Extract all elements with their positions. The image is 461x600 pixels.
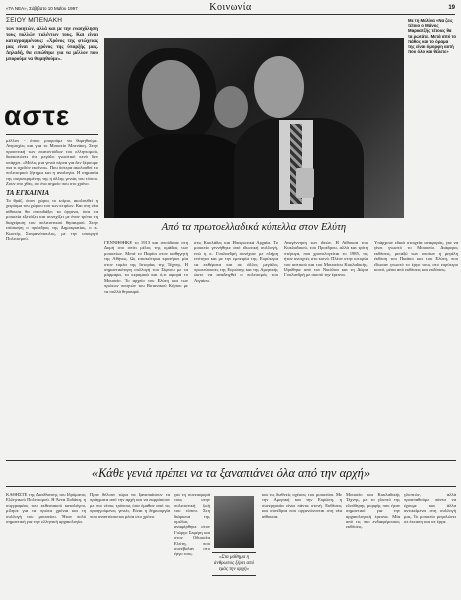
bottom-article-columns: [6, 492, 456, 598]
page-number: 19: [448, 5, 455, 11]
photo-figure-woman-face: [142, 60, 200, 130]
article-paragraph: μέλλον - όπου μπορούμε να θυμηθούμε. Ανησυχίες και για το Μουσείο Μπενάκη. Στην προοπτική των εκατοντάδων του ελληνισμού, διαπιστώνει ότι μεγάλο γνωστικό κενό δεν υπάρχει. «Μόλις μια γενιά πέρνα για δεν ξέρουμε πια τι σχεδόν εκείνοι». Που ύστερα ακολουθεί το πολιτισμικό ζήτημα και η αναλογία. Η σημασία της συγκεκριμένης της η άλλης γενιάς του τόπου. Ζουν στο χθες, σε ένα σημείο που στο χρόνο.: [6, 138, 98, 187]
page-header: [6, 3, 455, 15]
article-column: ΓΕΝΝΗΘΗΚΕ το 1913 και σπούδασε στη Δομή στο σπίτι μέλος της ομάδας των μουσείων. Μετά το Παρίσι στον καθηγητή της Αθήνας. Ως επισκέπτρια κρατήσει μία στον τομέα της Ιστορίας της Τέχνης. Η σημαντικότερη συλλογή του Σίφνου με τα μάρμαρα, τα κεραμικά και ό,τι αφορά το Μουσείο. Το αρχείο του Ελύτη και των πρώτων ποιητών του Βοτανικού Κήπου με τα πολλά θησαυρά.: [104, 240, 188, 294]
previous-article-top: [6, 18, 98, 63]
headline-fragment: αστε: [4, 100, 71, 131]
pull-quote-headline: «Κάθε γενιά πρέπει να τα ξαναπιάνει όλα από την αρχή»: [91, 466, 371, 480]
photo-caption: Από τα πρωτοελλαδικά κύπελλα στον Ελύτη: [161, 222, 347, 233]
article-lead: των ποιητών, αλλά και με την ενασχόληση τους πολλών ταλέντων τους. Και είναι καταγραμμένους: «Χρόνος της φτώχειας μας είναι ο χρόνος της ύπαρξής μας. Δηλαδή, θα ειπώθηκε για να μέλλον που μπορούμε να θυμηθούμε».: [6, 27, 98, 63]
photo-figure-man-face: [254, 56, 304, 118]
divider: [6, 134, 98, 135]
article-subheading: ΤΑ ΕΓΚΑΙΝΙΑ: [6, 188, 50, 197]
divider: [6, 460, 456, 461]
article-column: Αναγέννηση των ιδεών. Η Αίθουσα του Κυκλαδικού, του Προέδρου, αλλά και τρίτη πτέρυγα, που χρονολογείται το 1985, τις ήταν ανοιχτές στο κοινό. Πλέον στην ιστορία του αστικού και του Μουσείου Κυκλαδικής. Ιδρύθηκε από τον Νικόλαο και τη Δώρα Γουλανδρή με σκοπό την έρευνα.: [284, 240, 368, 278]
inset-pull-quote: «Στα μάθημα η άνθρωπος ξέρει από εμάς την αρχή»: [212, 552, 256, 576]
main-article-columns: [104, 240, 456, 440]
article-column: Υπάρχουν εδικά στοιχεία αναφοράς, για να γίνει γνωστό το Μουσείο. Διάφορες εκθέσεις, μεταξύ των οποίων η μεγάλη έκθεση του Πικάσο και του Ελύτη, που έδωσαν γνωστό το έργο τους στο ευρύτερο κοινό, μέσα από εκθέσεις και εκδόσεις.: [374, 240, 458, 273]
divider: [6, 486, 456, 487]
article-column: Πριν θέλουν τώρα να ξαναπιάσουν τα πράγματα από την αρχή και να εκφράσουν με πιο νέους τρόπους όσα έμαθαν από τις προηγούμενες γενιές. Είναι η δημιουργία που αναπτύσσεται μέσα στο χρόνο.: [90, 492, 170, 519]
main-photo: [104, 38, 404, 218]
previous-article-body: [6, 138, 98, 241]
article-column: Μουσείο και Κυκλαδικής Τέχνης, με το γλυπτό της ελεύθερης μορφής που ήταν σημαντικό για την αρχαιολογική έρευνα. Μία από τις πιο ενδιαφέρουσες εκθέσεις.: [346, 492, 400, 530]
photo-glass: [296, 168, 314, 198]
article-column: γλυπτών, αλλά προσπαθούμε πάντα να έχουμε και άλλα αντικείμενα στη συλλογή μας. Το μουσείο μεγαλώνει σε έκταση και σε έργα.: [404, 492, 456, 525]
article-author: ΣΕΙΟΥ ΜΠΕΝΑΚΗ: [6, 17, 63, 24]
article-column: στις Κυκλάδες και Ηπειρωτικά Αρχαία. Το μουσείο γεννήθηκε από ιδιωτική συλλογή, ενώ η κ. Γουλανδρή συνέχισε με πλήρη ενότητα και με την εμπειρία της. Ευρύτερα τα εκθέματα και σε άλλες μεγάλες πρωτεύουσες της Ευρώπης και της Αμερικής ώστε να αναδειχθεί ο πολιτισμός του Αιγαίου.: [194, 240, 278, 283]
inset-photo: [214, 496, 254, 548]
section-title: Κοινωνία: [209, 2, 252, 13]
photo-figure-background-face: [214, 86, 248, 128]
article-column: και τις διεθνείς σχέσεις του μουσείου. Με την Αμερική και την Ευρώπη, η συνεργασία είναι πάντα στενή. Εκθέσεις και συνέδρια που οργανώνονται στη νέα αίθουσα.: [262, 492, 342, 519]
article-paragraph: Το θράζ, όσον χώρος το κτίριο, ακολουθεί η χειρίσμα του χώρου του των κτιρίων. Και στη νέα αίθουσα θα σπουδάξει τα όργανα, όσα τα μουσεία εξετάζει και συνεχίζει με έναν τρόπο τη διαχείριση του πολιτιστικού θησαυρού. Στην επίσκεψη ο πρόεδρος της Δημοκρατίας, ο κ. Κωστής Στεφανόπουλος, με την υπουργό Πολιτισμού.: [6, 198, 98, 241]
article-column: ΚΑΘΗΣΤΕ της Διεύθυνσης του Ιδρύματος Ελληνικού Πολιτισμού. Η Άννα Ξυδάκη, η συγγραφέας του εκθεσιακού καταλόγου, μίλησε για τα πρώτα χρόνια και τη συλλογή του μουσείου. Ήταν πολύ σημαντική για την ελληνική αρχαιολογία.: [6, 492, 86, 525]
issue-date: «ΤΑ ΝΕΑ», Σάββατο 10 Μαΐου 1997: [6, 6, 78, 11]
side-caption: Με τη Μελίνα «Να ζεις τέτοιο ο Μάνος Μαρκατζής τέτοιες θα τα ρωτάτε. Μετά από το πάθος και το όραμα της είναι όμορφη αυτή που όλο και θέλετε»: [408, 18, 457, 55]
photo-figure-woman-body: [114, 134, 254, 218]
article-column: για τη συνεισφορά τους στην πολιτιστική ζωή του τόπου. Στη διάρκεια της ομιλίας αναφέρθηκε στον Γιώργο Σεφέρη και στον Οδυσσέα Ελύτη, που συνέβαλαν στο έργο τους.: [174, 492, 210, 557]
